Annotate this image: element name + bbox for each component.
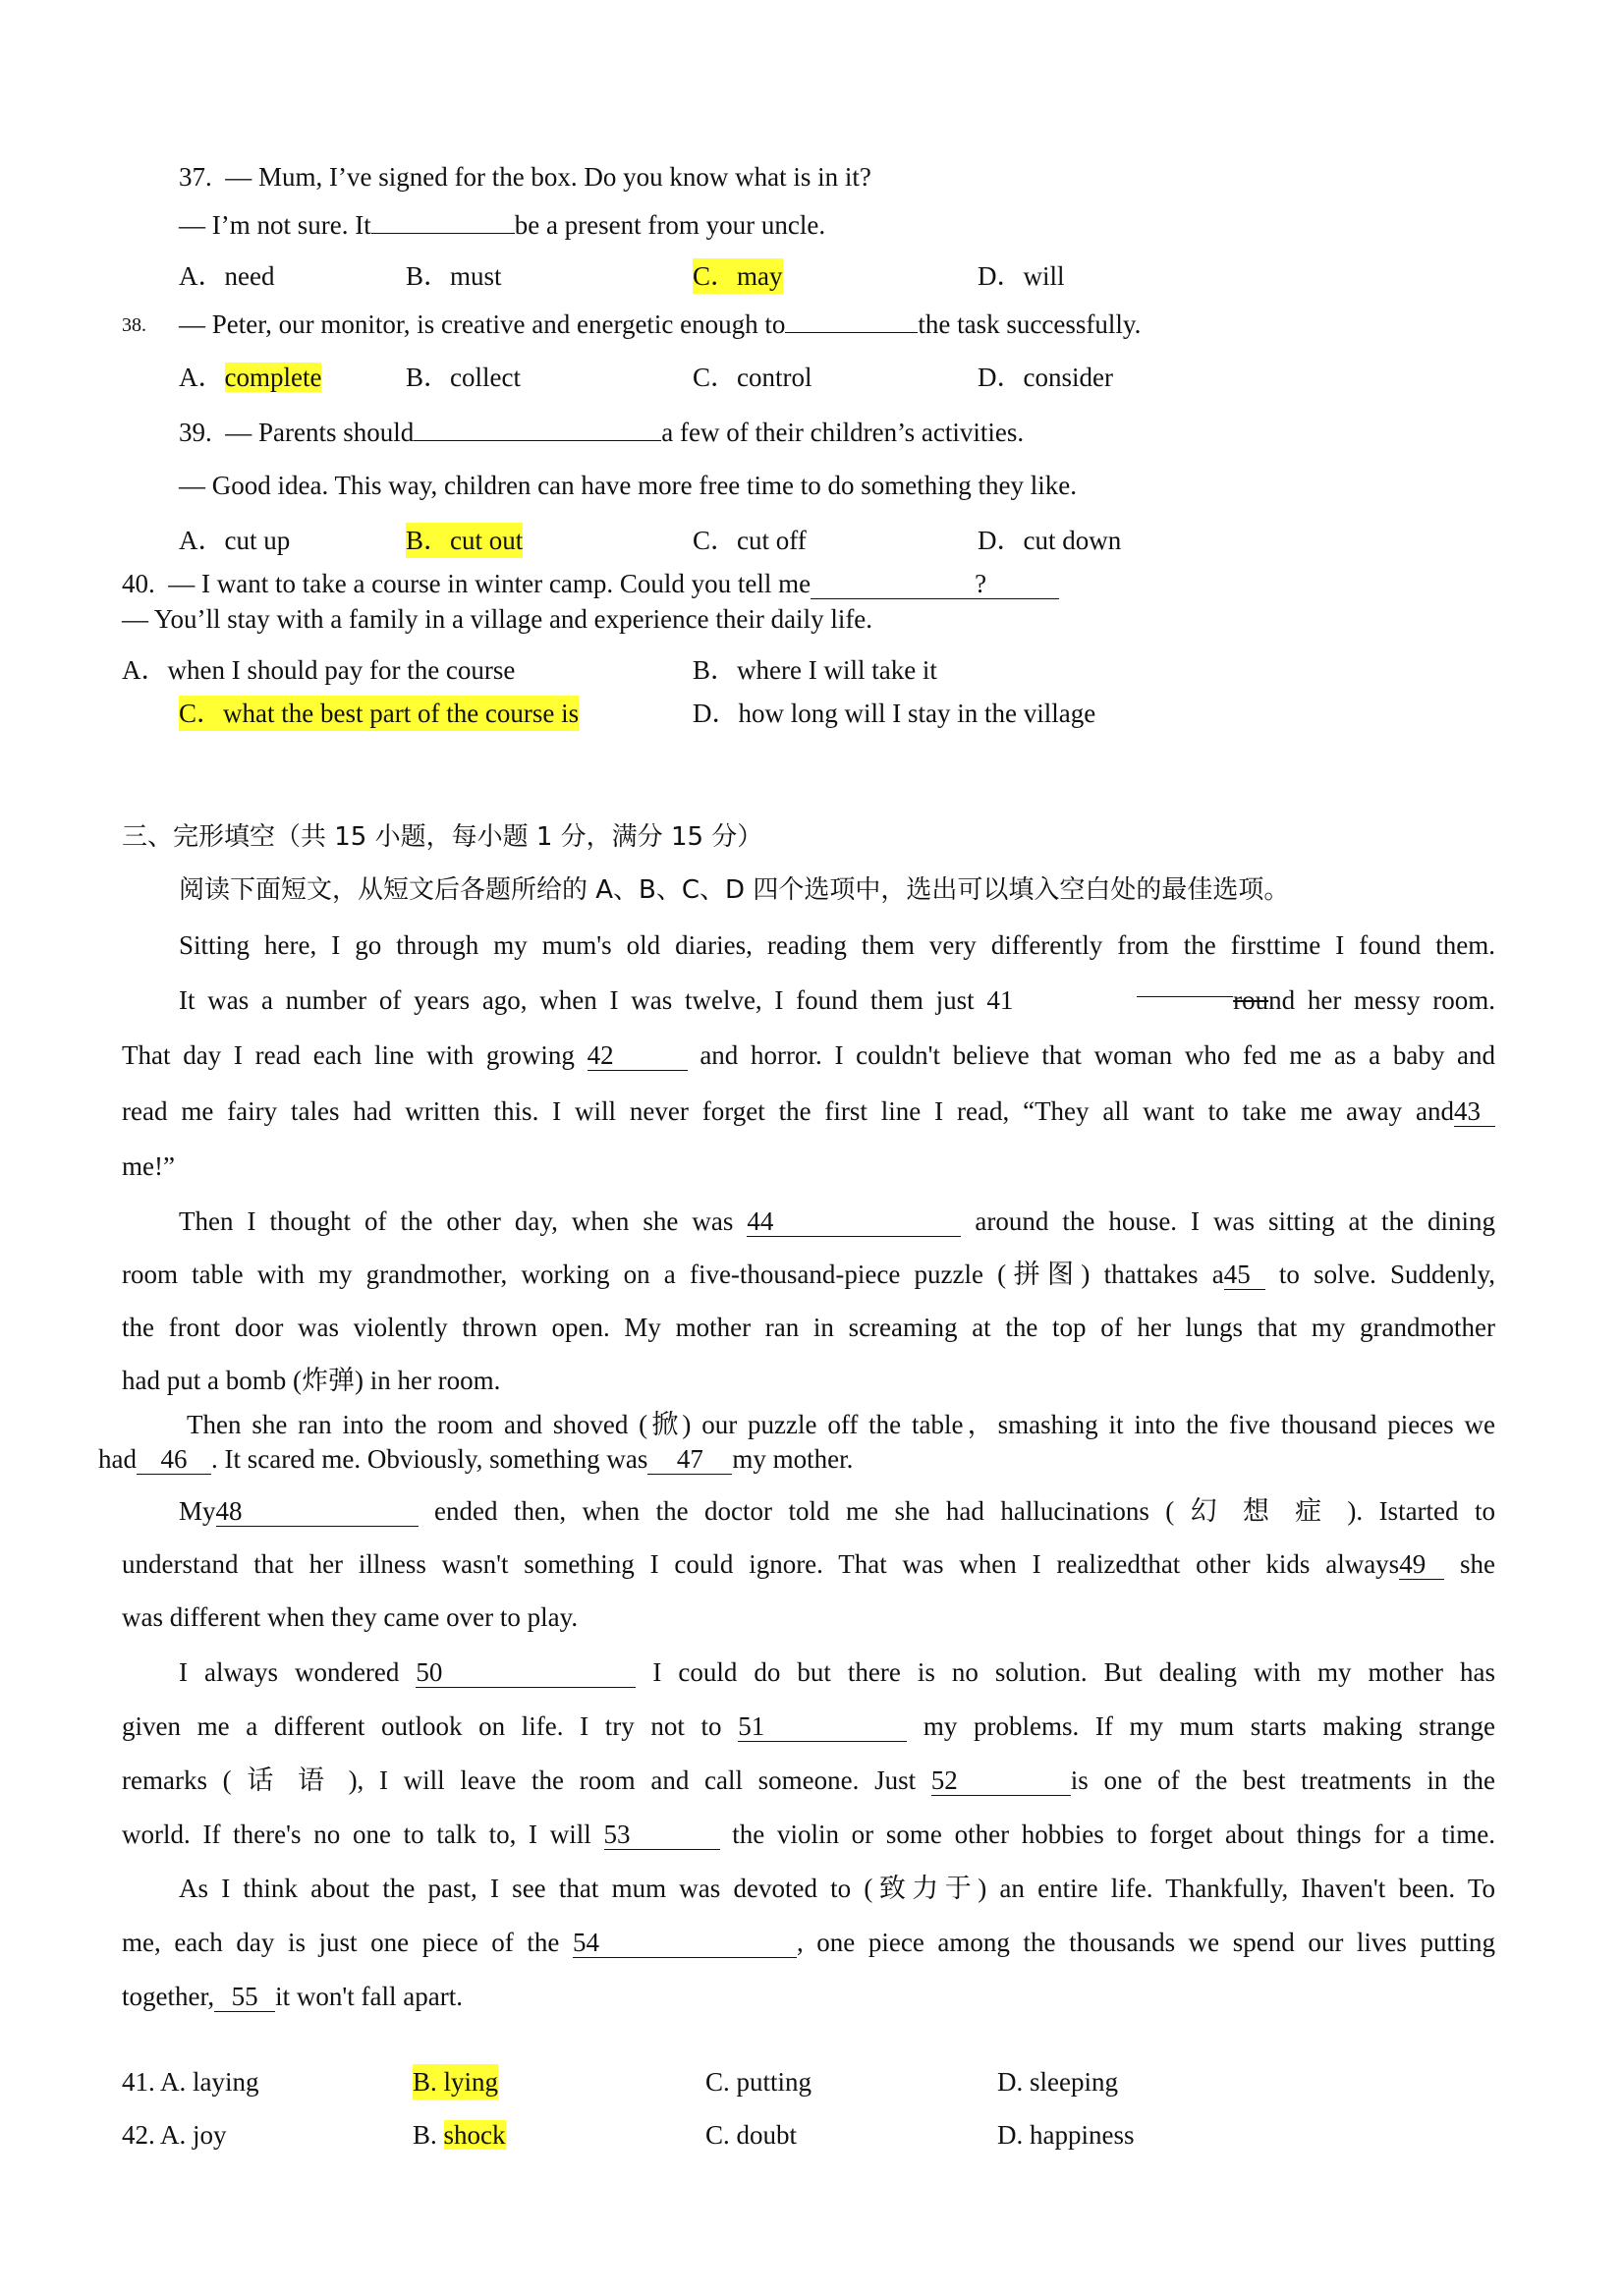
q41-option-c[interactable]: C. putting — [705, 2067, 812, 2097]
blank-43[interactable]: 43 — [1454, 1096, 1495, 1127]
passage-line-4: read me fairy tales had written this. I will never forget the first line I read, “They all want to take me away and43 — [122, 1093, 1495, 1129]
passage-line-3: That day I read each line with growing 42 and horror. I couldn't believe that woman who fed me as a baby and — [122, 1040, 1496, 1070]
passage-line-7: room table with my grandmother, working on a five-thousand-piece puzzle (拼图) thattakes a45 to solve. Suddenly, — [122, 1260, 1495, 1289]
q38-option-b[interactable]: B．collect — [406, 363, 521, 392]
q40-option-b[interactable]: B．where I will take it — [693, 655, 937, 685]
blank-48[interactable]: 48 — [216, 1496, 419, 1527]
blank-49[interactable]: 49 — [1399, 1549, 1444, 1580]
q42-option-c[interactable]: C. doubt — [705, 2120, 798, 2150]
q42-option-a[interactable]: 42. A. joy — [122, 2120, 227, 2150]
passage-line-20: me, each day is just one piece of the 54 , one piece among the thousands we spend our lives putting — [122, 1928, 1496, 1957]
q39-stem: 39. — Parents should a few of their children’s activities. — [179, 418, 1025, 447]
passage-line-13: understand that her illness wasn't something I could ignore. That was when I realizedthat other kids always49 she — [122, 1549, 1495, 1579]
passage-line-8: the front door was violently thrown open. My mother ran in screaming at the top of her lungs that my grandmother — [122, 1313, 1495, 1342]
q37-option-c-answer[interactable]: C．may — [693, 258, 783, 294]
q40-option-d[interactable]: D．how long will I stay in the village — [693, 699, 1096, 728]
q37-number: 37. — [179, 162, 212, 192]
passage-line-15: I always wondered 50 I could do but there is no solution. But dealing with my mother has — [179, 1657, 1496, 1687]
q38-number: 38. — [122, 314, 146, 336]
passage-line-18: world. If there's no one to talk to, I will 53 the violin or some other hobbies to forget about things for a time. — [122, 1820, 1496, 1849]
blank-54[interactable]: 54 — [573, 1928, 797, 1958]
q40-option-a[interactable]: A．when I should pay for the course — [122, 655, 516, 685]
blank-44[interactable]: 44 — [747, 1206, 961, 1237]
q37-stem: 37. — Mum, I’ve signed for the box. Do you know what is in it? — [179, 162, 871, 192]
q38-blank[interactable] — [785, 332, 918, 333]
blank-41-label: 41 — [986, 985, 1014, 1015]
passage-line-1: Sitting here, I go through my mum's old diaries, reading them very differently from the firsttime I found them. — [179, 930, 1495, 960]
q40-blank[interactable]: ? — [811, 569, 1059, 599]
q37-blank[interactable] — [371, 233, 515, 234]
q39-option-c[interactable]: C．cut off — [693, 526, 807, 555]
q38-option-a-answer[interactable]: A．complete — [179, 363, 322, 392]
section-instruction: 阅读下面短文，从短文后各题所给的 A、B、C、D 四个选项中，选出可以填入空白处的最佳选项。 — [179, 875, 1290, 905]
passage-line-6: Then I thought of the other day, when she was 44 around the house. I was sitting at the dining — [179, 1206, 1496, 1236]
q39-response: — Good idea. This way, children can have more free time to do something they like. — [179, 471, 1077, 500]
q40-response: — You’ll stay with a family in a village and experience their daily life. — [122, 604, 873, 634]
q41-option-a[interactable]: 41. A. laying — [122, 2067, 259, 2097]
q37-option-b[interactable]: B．must — [406, 261, 502, 291]
passage-line-9: had put a bomb (炸弹) in her room. — [122, 1366, 501, 1395]
q39-blank[interactable] — [414, 440, 661, 441]
blank-45[interactable]: 45 — [1224, 1260, 1265, 1290]
passage-line-17: remarks ( 话 语 ), I will leave the room and call someone. Just 52 is one of the best treatments in the — [122, 1765, 1495, 1795]
blank-47[interactable]: 47 — [647, 1444, 732, 1475]
q39-option-b-answer[interactable]: B．cut out — [406, 523, 523, 558]
blank-42[interactable]: 42 — [588, 1040, 688, 1071]
passage-line-14: was different when they came over to play. — [122, 1602, 579, 1632]
blank-53[interactable]: 53 — [604, 1820, 720, 1850]
passage-line-21: together, 55 it won't fall apart. — [122, 1982, 463, 2011]
blank-50[interactable]: 50 — [416, 1657, 636, 1688]
q41-option-d[interactable]: D. sleeping — [997, 2067, 1118, 2097]
q37-response: — I’m not sure. It be a present from your uncle. — [179, 210, 826, 240]
q40-stem: 40. — I want to take a course in winter camp. Could you tell me ? — [122, 566, 1059, 601]
section-title: 三、完形填空（共 15 小题，每小题 1 分，满分 15 分） — [122, 822, 763, 852]
q37-option-a[interactable]: A．need — [179, 261, 275, 291]
passage-line-2: It was a number of years ago, when I was twelve, I found them just 41 round her messy room. — [179, 982, 1495, 1018]
passage-line-5: me!” — [122, 1151, 175, 1181]
passage-line-19: As I think about the past, I see that mum was devoted to (致力于) an entire life. Thankfully, Ihaven't been. To — [179, 1874, 1495, 1903]
q41-option-b-answer[interactable]: B. lying — [413, 2064, 498, 2100]
q37-option-d[interactable]: D．will — [978, 261, 1065, 291]
passage-line-11: had 46 . It scared me. Obviously, something was 47 my mother. — [98, 1444, 854, 1474]
passage-line-12: My48 ended then, when the doctor told me she had hallucinations ( 幻 想 症 ). Istarted to — [179, 1496, 1496, 1526]
blank-46[interactable]: 46 — [137, 1444, 211, 1475]
q39-number: 39. — [179, 418, 212, 447]
q39-option-a[interactable]: A．cut up — [179, 526, 291, 555]
q38-option-c[interactable]: C．control — [693, 363, 812, 392]
blank-55[interactable]: 55 — [214, 1982, 275, 2012]
blank-41-line[interactable] — [1137, 996, 1233, 997]
q40-number: 40. — [122, 569, 155, 598]
q42-option-d[interactable]: D. happiness — [997, 2120, 1135, 2150]
passage-line-16: given me a different outlook on life. I try not to 51 my problems. If my mum starts making strange — [122, 1711, 1496, 1741]
blank-52[interactable]: 52 — [931, 1765, 1071, 1796]
q38-stem: — Peter, our monitor, is creative and energetic enough to the task successfully. — [179, 309, 1142, 339]
q40-option-c-answer[interactable]: C．what the best part of the course is — [179, 696, 579, 731]
passage-line-10: Then she ran into the room and shoved (掀) our puzzle off the table，smashing it into the five thousand pieces we — [187, 1410, 1495, 1439]
blank-51[interactable]: 51 — [738, 1711, 907, 1742]
q38-option-d[interactable]: D．consider — [978, 363, 1113, 392]
q42-option-b-answer[interactable]: B. shock — [413, 2120, 506, 2150]
q39-option-d[interactable]: D．cut down — [978, 526, 1122, 555]
